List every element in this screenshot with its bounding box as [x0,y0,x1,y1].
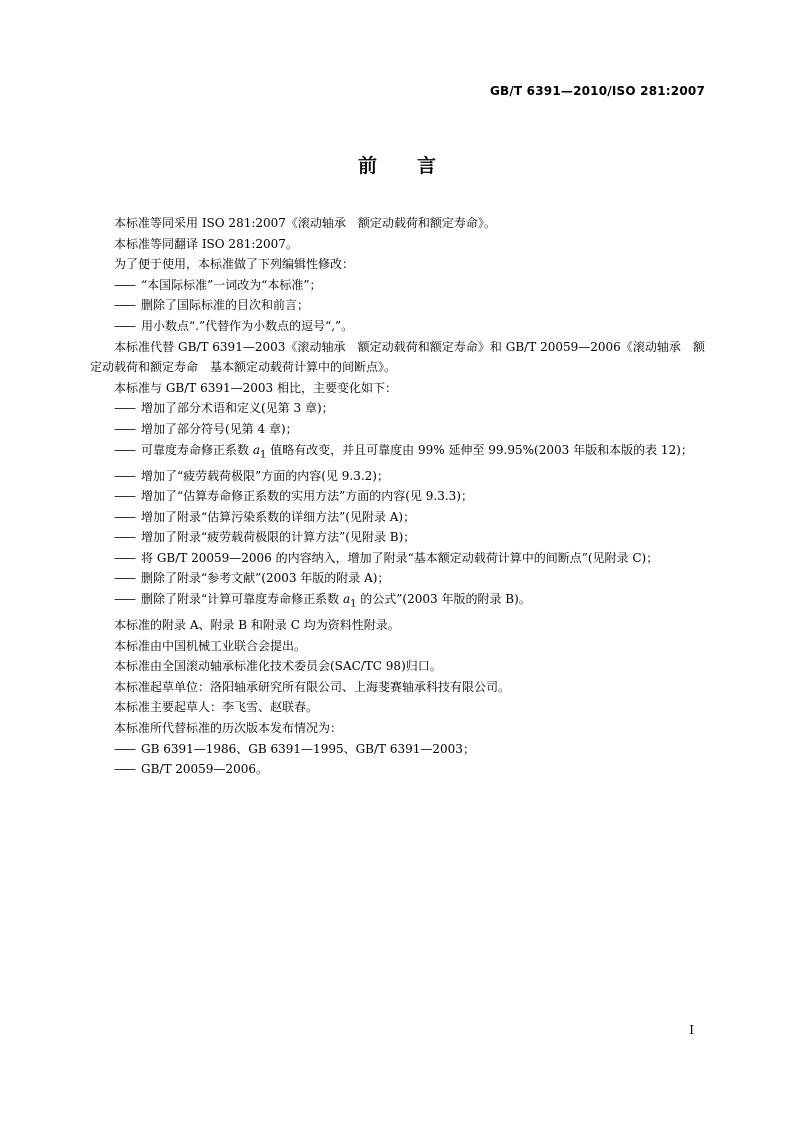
list-item: —— 用小数点“.”代替作为小数点的逗号“,”。 [90,316,705,337]
paragraph-committee: 本标准由全国滚动轴承标准化技术委员会(SAC/TC 98)归口。 [114,659,442,674]
list-dash: —— [114,277,134,292]
paragraph-drafters: 本标准主要起草人：李飞雪、赵联春。 [114,700,319,715]
paragraph-translation: 本标准等同翻译 ISO 281:2007。 [114,236,298,251]
list-item: —— 删除了附录“计算可靠度寿命修正系数 $a_1$ 的公式”(2003 年版的附录 B)。 [90,589,705,615]
list-item: —— 增加了部分术语和定义(见第 3 章)； [90,398,705,419]
list-dash: —— [114,421,134,436]
paragraph-history-intro: 本标准所代替标准的历次版本发布情况为： [114,721,343,736]
paragraph-drafting-units: 本标准起草单位：洛阳轴承研究所有限公司、上海斐赛轴承科技有限公司。 [114,679,511,694]
paragraph-editorial-intro: 为了便于使用，本标准做了下列编辑性修改： [114,257,355,272]
foreword-body [90,213,705,780]
list-item: —— 增加了“疲劳载荷极限”方面的内容(见 9.3.2)； [90,466,705,487]
list-dash: —— [114,741,134,756]
paragraph-proposer: 本标准由中国机械工业联合会提出。 [114,638,307,653]
standard-number-header: GB/T 6391—2010/ISO 281:2007 [489,84,705,98]
list-item: —— GB 6391—1986、GB 6391—1995、GB/T 6391—2003； [90,739,705,760]
list-dash: —— [114,468,134,483]
list-dash: —— [114,530,134,545]
list-dash: —— [114,489,134,504]
paragraph-annexes: 本标准的附录 A、附录 B 和附录 C 均为资料性附录。 [114,618,400,633]
symbol-subscript: 1 [259,448,267,460]
list-dash: —— [114,592,134,607]
list-item: —— GB/T 20059—2006。 [90,759,705,780]
list-item: —— 增加了部分符号(见第 4 章)； [90,419,705,440]
list-dash: —— [114,509,134,524]
paragraph-replaces: 本标准代替 GB/T 6391—2003《滚动轴承 额定动载荷和额定寿命》和 GB/T 20059—2006《滚动轴承 额定动载荷和额定寿命 基本额定动载荷计算中的间断点》。 [90,339,705,375]
title-char-2: 言 [417,155,437,177]
list-dash: —— [114,401,134,416]
list-item: —— 增加了附录“疲劳载荷极限的计算方法”(见附录 B)； [90,527,705,548]
list-item: —— “本国际标准”一词改为“本标准”； [90,275,705,296]
symbol-a: a [252,442,260,457]
list-item: —— 删除了附录“参考文献”(2003 年版的附录 A)； [90,568,705,589]
list-dash: —— [114,298,134,313]
symbol-a: a [342,592,351,607]
list-item: —— 删除了国际标准的目次和前言； [90,295,705,316]
paragraph-changes-intro: 本标准与 GB/T 6391—2003 相比，主要变化如下： [114,380,397,395]
symbol-subscript: 1 [350,598,357,610]
list-dash: —— [114,318,134,333]
list-dash: —— [114,550,134,565]
list-dash: —— [114,442,134,457]
list-item: —— 可靠度寿命修正系数 $a_1$ 值略有改变，并且可靠度由 99% 延伸至 99.95%(2003 年版和本版的表 12)； [90,440,705,466]
page-number: I [689,1023,694,1037]
list-dash: —— [114,762,134,777]
list-item: —— 增加了附录“估算污染系数的详细方法”(见附录 A)； [90,507,705,528]
paragraph-adoption: 本标准等同采用 ISO 281:2007《滚动轴承 额定动载荷和额定寿命》。 [114,216,496,230]
list-dash: —— [114,571,134,586]
title-char-1: 前 [357,155,377,177]
list-item: —— 增加了“估算寿命修正系数的实用方法”方面的内容(见 9.3.3)； [90,486,705,507]
list-item: —— 将 GB/T 20059—2006 的内容纳入，增加了附录“基本额定动载荷计算中的间断点”(见附录 C)； [90,548,705,569]
page-title [0,151,794,178]
